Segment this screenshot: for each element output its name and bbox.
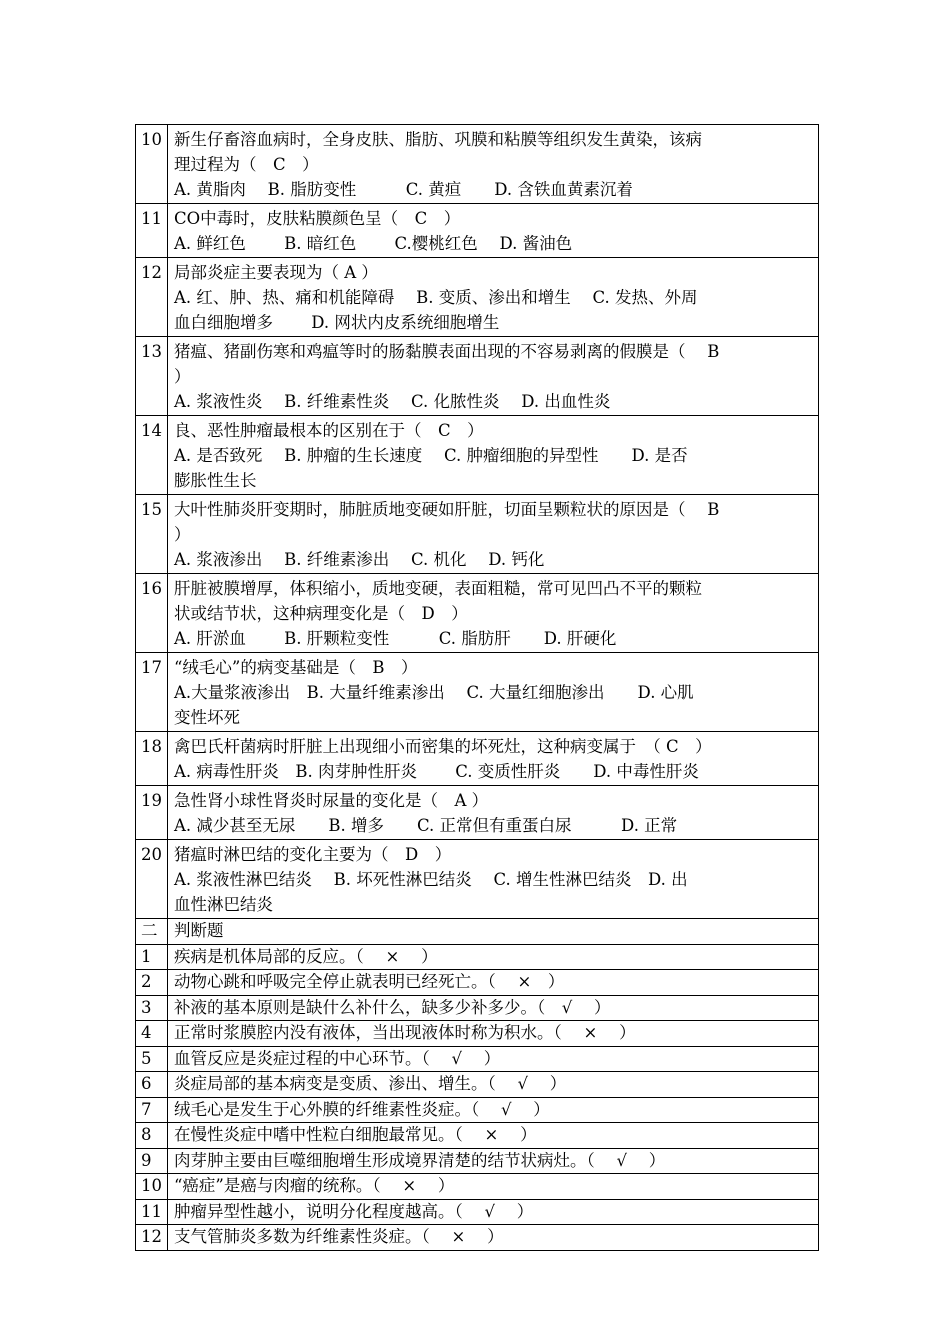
question-row [136,732,819,786]
question-row [136,125,819,204]
judgment-number: 4 [136,1021,168,1047]
question-content [168,840,819,919]
question-line: 理过程为（ C ） [174,155,319,174]
question-stem: 良、恶性肿瘤最根本的区别在于（ C ） [174,421,484,440]
judgment-number: 8 [136,1123,168,1149]
question-number: 20 [136,840,168,919]
question-row [136,204,819,258]
question-stem: 局部炎症主要表现为（ A ） [174,263,378,282]
exam-table [135,124,819,1251]
section-header-row [136,919,819,945]
judgment-text: 在慢性炎症中嗜中性粒白细胞最常见。（ × ） [168,1123,819,1149]
question-row [136,574,819,653]
judgment-row [136,995,819,1021]
judgment-row [136,1225,819,1251]
judgment-number: 7 [136,1097,168,1123]
question-content [168,732,819,786]
judgment-text: 血管反应是炎症过程的中心环节。（ √ ） [168,1046,819,1072]
question-number: 18 [136,732,168,786]
question-content [168,786,819,840]
question-number: 16 [136,574,168,653]
question-line: A. 浆液性淋巴结炎 B. 坏死性淋巴结炎 C. 增生性淋巴结炎 D. 出 [174,870,688,889]
question-number: 13 [136,337,168,416]
question-content [168,416,819,495]
judgment-row [136,944,819,970]
question-number: 12 [136,258,168,337]
section-title: 判断题 [168,919,819,945]
judgment-row [136,1072,819,1098]
question-line: 血白细胞增多 D. 网状内皮系统细胞增生 [174,313,500,332]
question-content [168,258,819,337]
judgment-text: “癌症”是癌与肉瘤的统称。（ × ） [168,1174,819,1200]
question-line: A. 肝淤血 B. 肝颗粒变性 C. 脂肪肝 D. 肝硬化 [174,629,617,648]
question-line: A.大量浆液渗出 B. 大量纤维素渗出 C. 大量红细胞渗出 D. 心肌 [174,683,694,702]
question-number: 15 [136,495,168,574]
question-line: A. 病毒性肝炎 B. 肉芽肿性肝炎 C. 变质性肝炎 D. 中毒性肝炎 [174,762,699,781]
judgment-row [136,1199,819,1225]
judgment-text: 炎症局部的基本病变是变质、渗出、增生。（ √ ） [168,1072,819,1098]
judgment-text: 绒毛心是发生于心外膜的纤维素性炎症。（ √ ） [168,1097,819,1123]
question-line: A. 浆液性炎 B. 纤维素性炎 C. 化脓性炎 D. 出血性炎 [174,392,611,411]
question-line: A. 黄脂肉 B. 脂肪变性 C. 黄疸 D. 含铁血黄素沉着 [174,180,633,199]
question-stem: 猪瘟时淋巴结的变化主要为（ D ） [174,845,452,864]
judgment-row [136,1046,819,1072]
judgment-text: 疾病是机体局部的反应。（ × ） [168,944,819,970]
question-row [136,786,819,840]
section-number: 二 [136,919,168,945]
question-stem: CO中毒时，皮肤粘膜颜色呈（ C ） [174,209,461,228]
judgment-number: 9 [136,1148,168,1174]
question-content [168,574,819,653]
question-content [168,653,819,732]
question-line: A. 鲜红色 B. 暗红色 C.樱桃红色 D. 酱油色 [174,234,573,253]
question-stem: 急性肾小球性肾炎时尿量的变化是（ A ） [174,791,489,810]
question-line: 变性坏死 [174,708,240,727]
judgment-text: 正常时浆膜腔内没有液体，当出现液体时称为积水。（ × ） [168,1021,819,1047]
judgment-row [136,1021,819,1047]
judgment-row [136,1123,819,1149]
judgment-number: 2 [136,970,168,996]
judgment-row [136,1097,819,1123]
question-stem: 禽巴氏杆菌病时肝脏上出现细小而密集的坏死灶，这种病变属于 （ C ） [174,737,712,756]
question-content [168,125,819,204]
question-line: A. 减少甚至无尿 B. 增多 C. 正常但有重蛋白尿 D. 正常 [174,816,678,835]
question-number: 11 [136,204,168,258]
question-line: A. 是否致死 B. 肿瘤的生长速度 C. 肿瘤细胞的异型性 D. 是否 [174,446,688,465]
question-line: 膨胀性生长 [174,471,257,490]
judgment-row [136,1174,819,1200]
question-row [136,840,819,919]
question-row [136,653,819,732]
question-line: ） [174,367,191,386]
question-row [136,495,819,574]
question-stem: 新生仔畜溶血病时，全身皮肤、脂肪、巩膜和粘膜等组织发生黄染，该病 [174,130,702,149]
judgment-number: 10 [136,1174,168,1200]
judgment-text: 肿瘤异型性越小，说明分化程度越高。（ √ ） [168,1199,819,1225]
question-number: 10 [136,125,168,204]
question-stem: 猪瘟、猪副伤寒和鸡瘟等时的肠黏膜表面出现的不容易剥离的假膜是（ B [174,342,720,361]
question-line: ） [174,525,191,544]
judgment-text: 支气管肺炎多数为纤维素性炎症。（ × ） [168,1225,819,1251]
judgment-text: 动物心跳和呼吸完全停止就表明已经死亡。（ × ） [168,970,819,996]
question-stem: “绒毛心”的病变基础是（ B ） [174,658,418,677]
judgment-number: 6 [136,1072,168,1098]
judgment-text: 补液的基本原则是缺什么补什么，缺多少补多少。（ √ ） [168,995,819,1021]
question-content [168,495,819,574]
judgment-number: 5 [136,1046,168,1072]
question-content [168,204,819,258]
question-line: 血性淋巴结炎 [174,895,273,914]
judgment-row [136,1148,819,1174]
judgment-number: 11 [136,1199,168,1225]
question-number: 19 [136,786,168,840]
judgment-row [136,970,819,996]
question-row [136,416,819,495]
question-stem: 肝脏被膜增厚，体积缩小，质地变硬，表面粗糙，常可见凹凸不平的颗粒 [174,579,702,598]
question-content [168,337,819,416]
question-stem: 大叶性肺炎肝变期时，肺脏质地变硬如肝脏，切面呈颗粒状的原因是（ B [174,500,720,519]
question-number: 17 [136,653,168,732]
judgment-number: 1 [136,944,168,970]
judgment-number: 12 [136,1225,168,1251]
question-line: 状或结节状，这种病理变化是（ D ） [174,604,468,623]
question-line: A. 红、肿、热、痛和机能障碍 B. 变质、渗出和增生 C. 发热、外周 [174,288,698,307]
question-line: A. 浆液渗出 B. 纤维素渗出 C. 机化 D. 钙化 [174,550,545,569]
question-row [136,337,819,416]
question-row [136,258,819,337]
question-number: 14 [136,416,168,495]
judgment-number: 3 [136,995,168,1021]
judgment-text: 肉芽肿主要由巨噬细胞增生形成境界清楚的结节状病灶。（ √ ） [168,1148,819,1174]
